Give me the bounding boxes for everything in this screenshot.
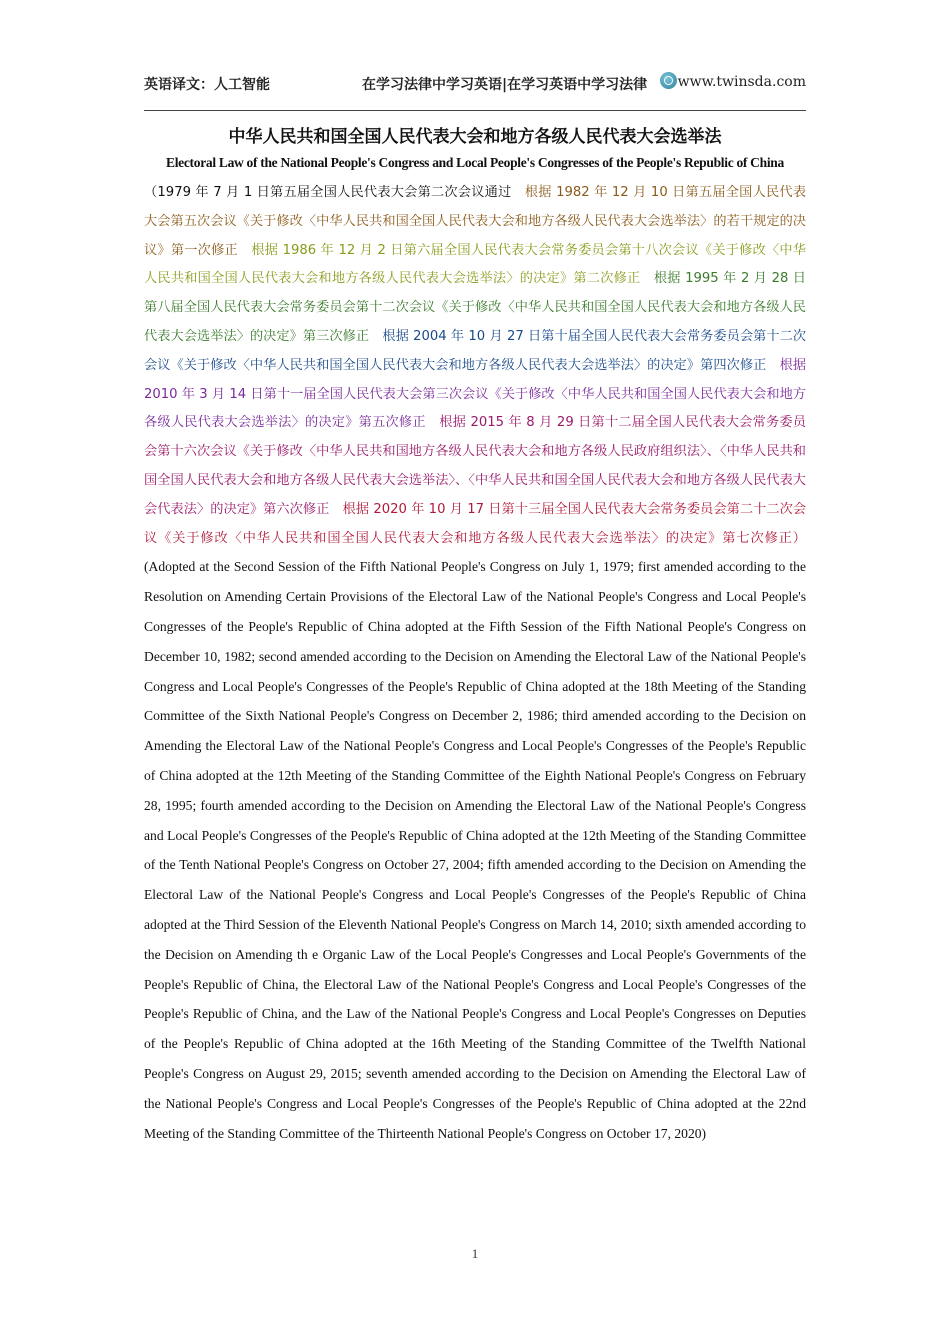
page-title-chinese: 中华人民共和国全国人民代表大会和地方各级人民代表大会选举法: [228, 127, 722, 147]
history-amendment-7: 根据 2020 年 10 月 17 日第十三届全国人民代表大会常务委员会第二十二次会议《关于修改〈中华人民共和国全国人民代表大会和地方各级人民代表大会选举法〉的决定》第七次修正）: [144, 501, 807, 546]
page-title-english: Electoral Law of the National People's Congress and Local People's Congresses of the People's Republic of China: [166, 155, 784, 170]
twinsda-logo-icon: [660, 72, 677, 89]
history-original-adoption: （1979 年 7 月 1 日第五届全国人民代表大会第二次会议通过: [144, 185, 512, 200]
history-amendment-1: 根据 1982 年 12 月 10 日第五届全国人民代表大会第五次会议《关于修改〈中华人民共和国全国人民代表大会和地方各级人民代表大会选举法〉的若干规定的决议》第一次修正: [144, 185, 807, 258]
header-url-link[interactable]: www.twinsda.com: [677, 74, 806, 90]
history-amendment-3: 根据 1995 年 2 月 28 日第八届全国人民代表大会常务委员会第十二次会议《关于修改〈中华人民共和国全国人民代表大会和地方各级人民代表大会选举法〉的决定》第三次修正: [144, 271, 806, 344]
history-english-translation: (Adopted at the Second Session of the Fifth National People's Congress on July 1, 1979; first amended according to the Resolution on Amending Certain Provisions of the Electoral Law of the National People's Congress and Local People's Congresses of the People's Republic of China adopted at the Fifth Session of the Fifth National People's Congress on December 10, 1982; second amended according to the Decision on Amending the Electoral Law of the National People's Congress and Local People's Congresses of the People's Republic of China adopted at the 18th Meeting of the Standing Committee of the Sixth National People's Congress on December 2, 1986; third amended according to the Decision on Amending the Electoral Law of the National People's Congress and Local People's Congresses of the People's Republic of China adopted at the 12th Meeting of the Standing Committee of the Eighth National People's Congress on February 28, 1995; fourth amended according to the Decision on Amending the Electoral Law of the National People's Congress and Local People's Congresses of the People's Republic of China adopted at the 12th Meeting of the Standing Committee of the Tenth National People's Congress on October 27, 2004; fifth amended according to the Decision on Amending the Electoral Law of the National People's Congress and Local People's Congresses of the People's Republic of China adopted at the Third Session of the Eleventh National People's Congress on March 14, 2010; sixth amended according to the Decision on Amending th e Organic Law of the Local People's Congresses and Local People's Governments of the People's Republic of China, the Electoral Law of the National People's Congress and Local People's Congresses of the People's Republic of China, and the Law of the National People's Congress and Local People's Congresses on Deputies of the People's Republic of China adopted at the 16th Meeting of the Standing Committee of the Twelfth National People's Congress on August 29, 2015; seventh amended according to the Decision on Amending the Electoral Law of the National People's Congress and Local People's Congresses of the People's Republic of China adopted at the 22nd Meeting of the Standing Committee of the Thirteenth National People's Congress on October 17, 2020): [144, 559, 806, 1141]
history-amendment-5: 根据 2010 年 3 月 14 日第十一届全国人民代表大会第三次会议《关于修改〈中华人民共和国全国人民代表大会和地方各级人民代表大会选举法〉的决定》第五次修正: [144, 357, 807, 431]
page-header: [144, 72, 806, 96]
page-number: 1: [471, 1246, 479, 1261]
history-amendment-4: 根据 2004 年 10 月 27 日第十届全国人民代表大会常务委员会第十二次会议《关于修改〈中华人民共和国全国人民代表大会和地方各级人民代表大会选举法〉的决定》第四次修正: [144, 328, 807, 373]
header-category: 英语译文：人工智能: [144, 77, 270, 93]
history-amendment-6: 根据 2015 年 8 月 29 日第十二届全国人民代表大会常务委员会第十六次会议《关于修改〈中华人民共和国地方各级人民代表大会和地方各级人民政府组织法〉、〈中华人民共和国全国人民代表大会和地方各级人民代表大会选举法〉、〈中华人民共和国全国人民代表大会和地方各级人民代表大会代表法〉的决定》第六次修正: [144, 415, 807, 517]
header-slogan: 在学习法律中学习英语|在学习英语中学习法律: [362, 77, 648, 93]
amendment-history-paragraph: [144, 179, 806, 1149]
header-divider: [144, 110, 806, 111]
history-amendment-2: 根据 1986 年 12 月 2 日第六届全国人民代表大会常务委员会第十八次会议《关于修改〈中华人民共和国全国人民代表大会和地方各级人民代表大会选举法〉的决定》第二次修正: [144, 242, 807, 287]
